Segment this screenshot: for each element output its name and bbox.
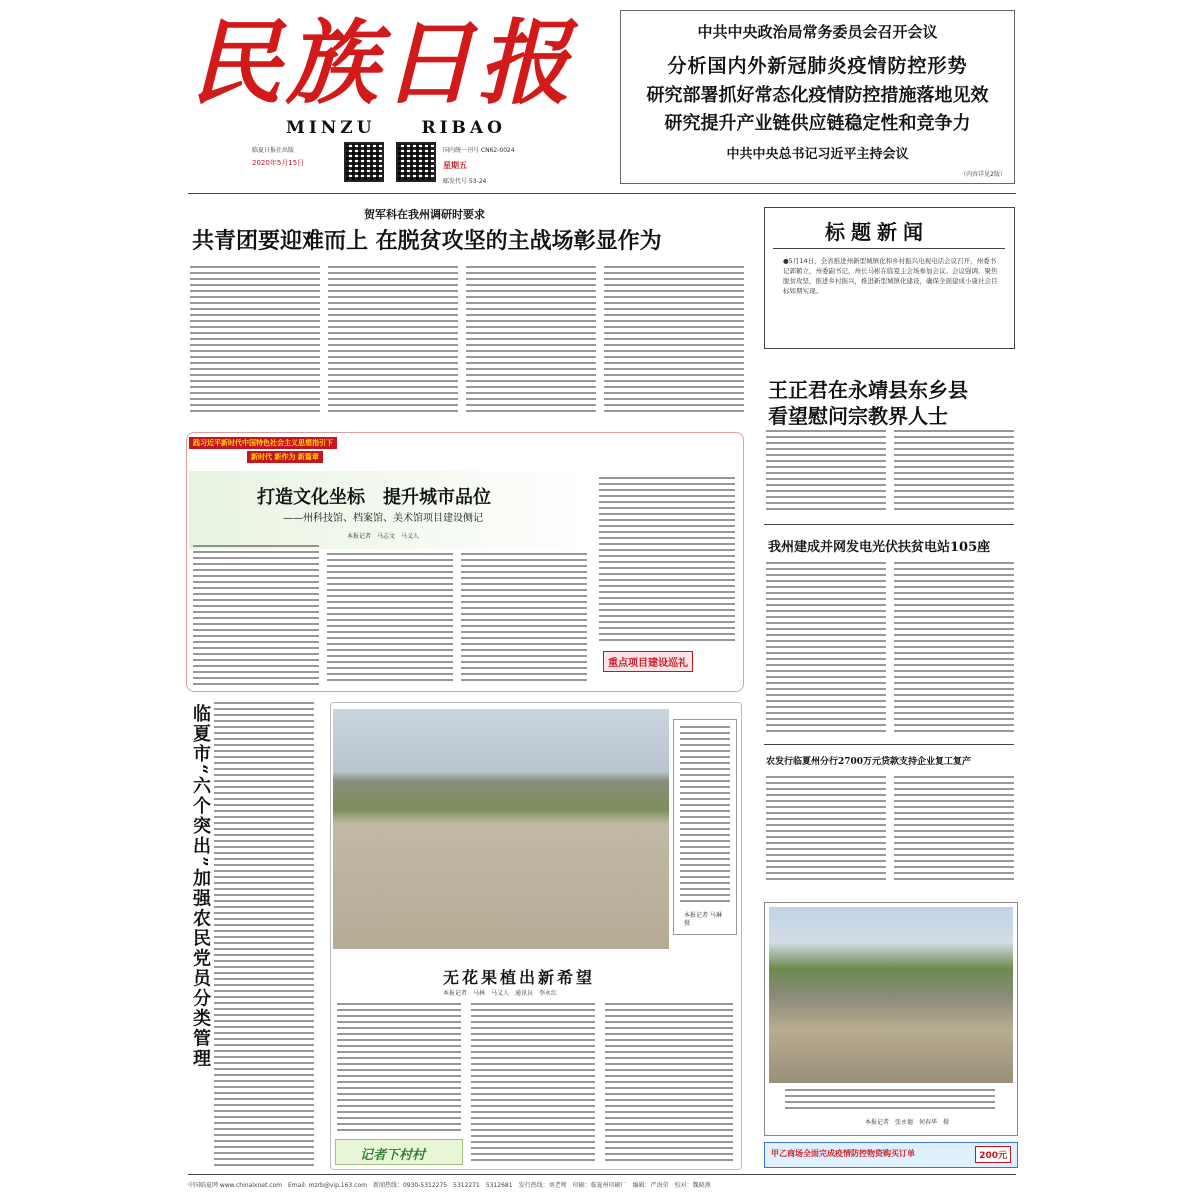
side-story1-headline-b: 看望慰问宗教界人士 xyxy=(768,404,948,428)
top-news-line-1: 中共中央政治局常务委员会召开会议 xyxy=(697,23,938,41)
top-news-credit: （内容详见2版） xyxy=(960,171,1006,178)
photo-fig-field xyxy=(333,709,669,949)
lead-text-col xyxy=(466,266,596,412)
weekday: 星期五 xyxy=(443,161,467,170)
culture-subtitle: ——州科技馆、档案馆、美术馆项目建设侧记 xyxy=(283,513,483,524)
photo-construction xyxy=(769,907,1013,1083)
qr-code-icon xyxy=(396,142,436,182)
side-story2-text xyxy=(894,562,1014,734)
side-story2-text xyxy=(766,562,886,734)
masthead-latin: MINZU RIBAO xyxy=(286,118,506,138)
divider xyxy=(764,744,1014,745)
side-story3-text xyxy=(766,776,886,880)
top-news-box xyxy=(620,10,1015,184)
photo-right-frame xyxy=(764,902,1018,1136)
photo-story-footer-tag xyxy=(335,1139,463,1165)
photo-story-title: 无花果植出新希望 xyxy=(443,968,596,987)
divider xyxy=(188,1174,1016,1175)
culture-title: 打造文化坐标 提升城市品位 xyxy=(257,487,491,508)
culture-badge: 重点项目建设巡礼 xyxy=(603,651,693,672)
headline-news-body: ●5月14日，全省推进州新型城镇化和乡村振兴电视电话会议召开，州委书记郭鹤立，州委副书记，州长马彬在临夏主会场参加会议。会议强调，聚焦脱贫攻坚，推进乡村振兴，推进新型城镇化建设，确保全面建成小康社会目标如期实现。 xyxy=(783,257,998,295)
culture-text xyxy=(461,553,587,685)
culture-byline: 本报记者 马志文 马义人 xyxy=(347,533,420,540)
divider xyxy=(188,193,1016,194)
side-story1-headline-a: 王正君在永靖县东乡县 xyxy=(768,378,968,402)
photo-story-text xyxy=(337,1003,461,1131)
lead-text-col xyxy=(328,266,458,412)
ad-banner-badge: 200元 xyxy=(975,1146,1011,1163)
left-vertical-text xyxy=(214,702,314,1168)
culture-tag-1: 践习近平新时代中国特色社会主义思想指引下 xyxy=(189,437,337,449)
culture-text xyxy=(193,545,319,685)
issue-date: 2020年5月15日 xyxy=(252,159,305,167)
meta-right: 邮发代号 53-24 xyxy=(443,178,487,185)
side-story2-headline: 我州建成并网发电光伏扶贫电站105座 xyxy=(768,540,991,555)
photo-story-text xyxy=(605,1003,733,1161)
top-news-line-5: 中共中央总书记习近平主持会议 xyxy=(726,147,909,162)
qr-code-icon xyxy=(344,142,384,182)
side-story1-text xyxy=(766,430,886,514)
photo-right-credit: 本报记者 张永德 何春华 摄 xyxy=(865,1119,950,1126)
headline-news-title: 标题新闻 xyxy=(825,220,929,244)
lead-kicker: 贺军科在我州调研时要求 xyxy=(364,208,485,221)
ad-banner[interactable] xyxy=(764,1142,1018,1168)
culture-text xyxy=(327,553,453,685)
photo-story-byline: 本报记者 马林 马义人 通讯员 李永红 xyxy=(443,990,558,997)
photo-caption-box xyxy=(673,719,737,935)
left-vertical-headline: 临夏市“六个突出”加强农民党员分类管理 xyxy=(190,704,211,1069)
ad-banner-text: 甲乙商场全面完成疫情防控物资购买订单 xyxy=(771,1149,915,1158)
photo-story-box xyxy=(330,702,742,1170)
publisher: 临夏日报社出版 xyxy=(252,147,295,154)
photo-story-footer-text: 记者下村村 xyxy=(360,1148,426,1163)
top-news-line-3: 研究部署抓好常态化疫情防控措施落地见效 xyxy=(646,85,989,106)
culture-tag-2: 新时代 新作为 新篇章 xyxy=(247,451,323,463)
top-news-line-2: 分析国内外新冠肺炎疫情防控形势 xyxy=(667,55,968,77)
divider xyxy=(773,248,1005,249)
photo-caption-byline: 本报记者 马琳 摄 xyxy=(684,912,722,927)
lead-headline: 共青团要迎难而上 在脱贫攻坚的主战场彰显作为 xyxy=(192,228,662,254)
photo-caption-text xyxy=(680,726,730,906)
top-news-line-4: 研究提升产业链供应链稳定性和竞争力 xyxy=(664,113,971,134)
photo-story-text xyxy=(471,1003,595,1161)
lead-text-col xyxy=(604,266,744,412)
culture-text xyxy=(599,477,735,643)
meta-left: 国内统一刊号 CN62-0024 xyxy=(443,147,515,154)
divider xyxy=(764,524,1014,525)
side-story3-headline: 农发行临夏州分行2700万元贷款支持企业复工复产 xyxy=(766,757,972,767)
footer: 中国临夏网 www.chinalxnet.com Email: mzrb@vip.163.com 新闻热线：0930-5312275 5312271 5312681 发行热线：刘老师 印刷：临夏州印刷厂 编辑：严海荣 校对：魏晓燕 xyxy=(188,1182,711,1189)
masthead-title: 民族日报 xyxy=(190,9,575,117)
culture-feature-box xyxy=(186,432,744,692)
lead-text-col xyxy=(190,266,320,412)
headline-news-box xyxy=(764,207,1015,349)
side-story1-text xyxy=(894,430,1014,514)
side-story3-text xyxy=(894,776,1014,880)
photo-right-caption xyxy=(785,1089,995,1109)
